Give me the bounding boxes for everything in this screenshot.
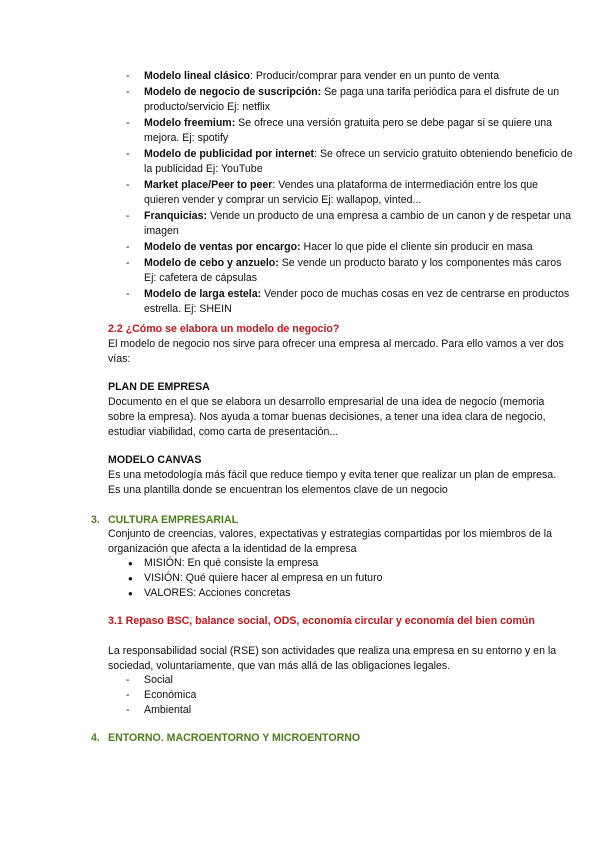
rse-dimensions-list <box>126 673 196 718</box>
list-item: ● MISIÓN: En qué consiste la empresa <box>128 556 383 571</box>
subheading: MODELO CANVAS <box>108 454 202 466</box>
list-item: - Market place/Peer to peer: Vendes una plataforma de intermediación entre los que quieren vender y comprar un servicio Ej: wallapop, vinted... <box>126 178 576 208</box>
section-heading: 2.2 ¿Cómo se elabora un modelo de negocio? <box>108 323 340 335</box>
subheading: PLAN DE EMPRESA <box>108 381 210 393</box>
list-item: - Modelo lineal clásico: Producir/comprar para vender en un punto de venta <box>126 69 576 84</box>
plan-de-empresa <box>108 380 570 440</box>
paragraph: Es una metodología más fácil que reduce tiempo y evita tener que realizar un plan de empresa. Es una plantilla donde se encuentran los elementos clave de un negocio <box>108 469 557 496</box>
list-item: - Modelo de larga estela: Vender poco de muchas cosas en vez de centrarse en productos estrella. Ej: SHEIN <box>126 287 576 317</box>
list-item: - Modelo de publicidad por internet: Se ofrece un servicio gratuito obteniendo beneficio de la publicidad Ej: YouTube <box>126 147 576 177</box>
section-3-text: Conjunto de creencias, valores, expectativas y estrategias compartidas por los miembros de la organización que afecta a la identidad de la empresa <box>108 528 552 555</box>
list-item: - Modelo freemium: Se ofrece una versión gratuita pero se debe pagar si se quiere una mejora. Ej: spotify <box>126 116 576 146</box>
list-item: - Económica <box>126 688 196 703</box>
business-models-list <box>126 69 576 318</box>
list-item: - Modelo de negocio de suscripción: Se paga una tarifa periódica para el disfrute de un producto/servicio Ej: netflix <box>126 85 576 115</box>
modelo-canvas <box>108 453 570 498</box>
section-4-heading: 4. ENTORNO. MACROENTORNO Y MICROENTORNO <box>91 732 361 744</box>
list-item: - Modelo de ventas por encargo: Hacer lo que pide el cliente sin producir en masa <box>126 240 576 255</box>
list-item: - Social <box>126 673 196 688</box>
paragraph: Documento en el que se elabora un desarrollo empresarial de una idea de negocio (memoria sobre la empresa). Nos ayuda a tomar buenas decisiones, a tener una idea clara de negocio, estudiar viabilidad, como carta de presentación... <box>108 396 546 438</box>
section-3-1-text: La responsabilidad social (RSE) son actividades que realiza una empresa en su entorno y en la sociedad, voluntariamente, que van más allá de las obligaciones legales. <box>108 645 557 672</box>
list-item: - Franquicias: Vende un producto de una empresa a cambio de un canon y de respetar una imagen <box>126 209 576 239</box>
list-item: - Modelo de cebo y anzuelo: Se vende un producto barato y los componentes más caros Ej: cafetera de cápsulas <box>126 256 576 286</box>
list-item: ● VISIÓN: Qué quiere hacer al empresa en un futuro <box>128 571 383 586</box>
section-3-1-heading: 3.1 Repaso BSC, balance social, ODS, economía circular y economía del bien común <box>108 615 535 627</box>
list-item: - Ambiental <box>126 703 196 718</box>
list-item: ● VALORES: Acciones concretas <box>128 586 383 601</box>
section-3-heading: 3. CULTURA EMPRESARIAL <box>91 514 239 526</box>
section-2-2 <box>108 322 570 367</box>
culture-bullets <box>128 556 383 601</box>
section-intro: El modelo de negocio nos sirve para ofrecer una empresa al mercado. Para ello vamos a ver dos vías: <box>108 338 564 365</box>
